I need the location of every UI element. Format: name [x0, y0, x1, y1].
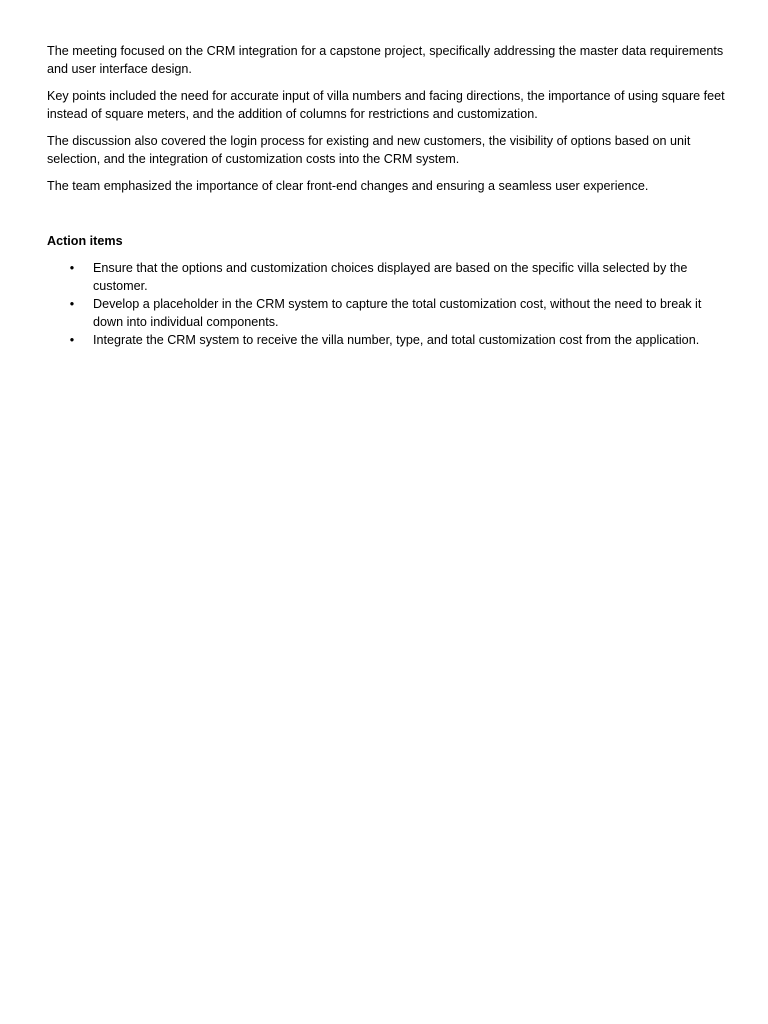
bullet-icon: • [69, 261, 75, 275]
emphasis-paragraph: The team emphasized the importance of clear front-end changes and ensuring a seamless user experience. [47, 179, 649, 193]
action-items-list [47, 259, 727, 349]
discussion-paragraph: The discussion also covered the login process for existing and new customers, the visibility of options based on unit selection, and the integration of customization costs into the CRM system. [47, 134, 691, 166]
section-spacer [47, 204, 727, 232]
bullet-icon: • [69, 333, 75, 347]
action-item [47, 331, 727, 349]
action-item-text: Integrate the CRM system to receive the villa number, type, and total customization cost from the application. [93, 333, 700, 347]
bullet-icon: • [69, 297, 75, 311]
action-item-text: Develop a placeholder in the CRM system to capture the total customization cost, without the need to break it down into individual components. [93, 297, 702, 329]
summary-paragraph: The meeting focused on the CRM integration for a capstone project, specifically addressing the master data requirements and user interface design. [47, 44, 724, 76]
action-item [47, 259, 727, 295]
document-page [47, 42, 727, 349]
key-points-paragraph: Key points included the need for accurate input of villa numbers and facing directions, the importance of using square feet instead of square meters, and the addition of columns for restrictions and customization. [47, 89, 725, 121]
action-item [47, 295, 727, 331]
action-items-heading: Action items [47, 234, 123, 248]
action-item-text: Ensure that the options and customization choices displayed are based on the specific villa selected by the customer. [93, 261, 688, 293]
